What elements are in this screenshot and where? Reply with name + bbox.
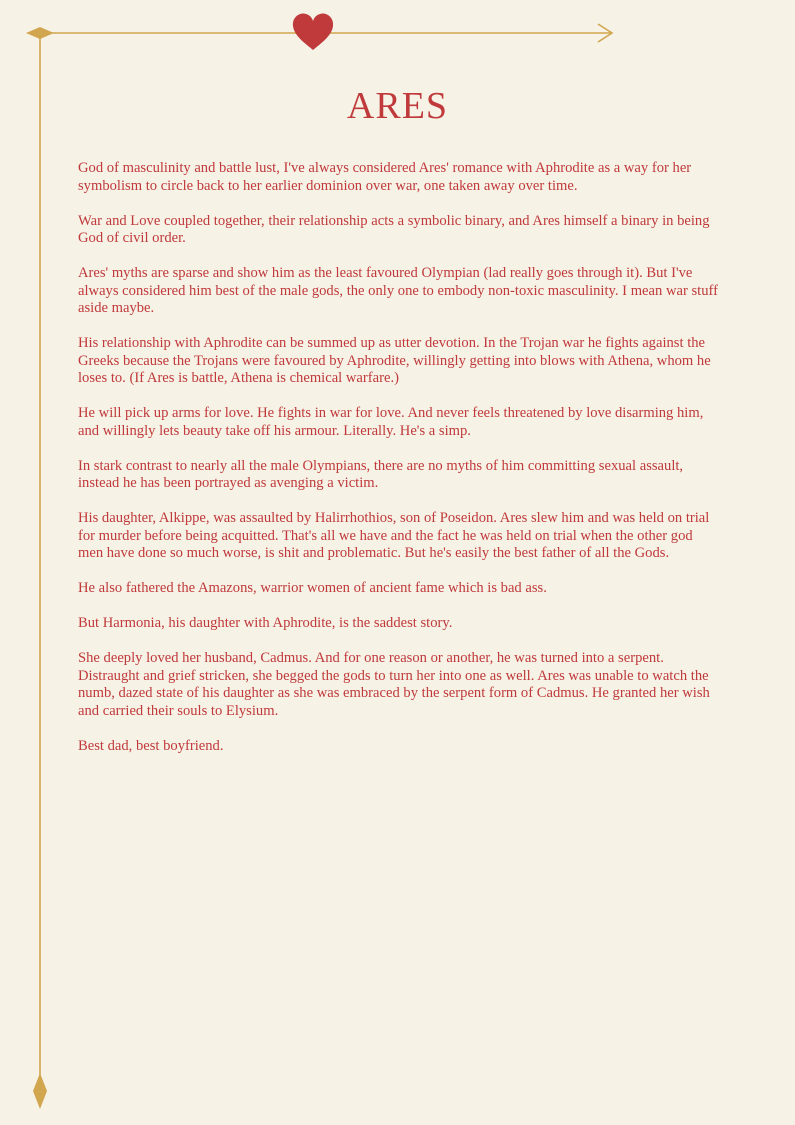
paragraph: Ares' myths are sparse and show him as the least favoured Olympian (lad really goes through it). But I've always considered him best of the male gods, the only one to embody non-toxic masculinity. I mean war stuff aside maybe. — [78, 265, 718, 316]
diamond-icon — [33, 1073, 47, 1109]
paragraph: War and Love coupled together, their relationship acts a symbolic binary, and Ares himself a binary in being God of civil order. — [78, 212, 710, 246]
paragraph: He also fathered the Amazons, warrior women of ancient fame which is bad ass. — [78, 580, 547, 596]
paragraph: He will pick up arms for love. He fights in war for love. And never feels threatened by love disarming him, and willingly lets beauty take off his armour. Literally. He's a simp. — [78, 405, 704, 439]
diamond-icon — [26, 27, 54, 39]
paragraph: But Harmonia, his daughter with Aphrodite, is the saddest story. — [78, 615, 453, 631]
paragraph: His daughter, Alkippe, was assaulted by Halirrhothios, son of Poseidon. Ares slew him and was held on trial for murder before being acquitted. That's all we have and the fact he was held on trial when the other god men have done so much worse, is shit and problematic. But he's easily the best father of all the Gods. — [78, 510, 710, 561]
heart-icon — [293, 14, 333, 50]
paragraph: In stark contrast to nearly all the male Olympians, there are no myths of him committing sexual assault, instead he has been portrayed as avenging a victim. — [78, 457, 684, 491]
paragraph: She deeply loved her husband, Cadmus. And for one reason or another, he was turned into a serpent. Distraught and grief stricken, she begged the gods to turn her into one as well. Ares was unable to watch the numb, dazed state of his daughter as she was embraced by the serpent form of Cadmus. He granted her wish and carried their souls to Elysium. — [78, 650, 710, 719]
paragraph: Best dad, best boyfriend. — [78, 737, 224, 754]
paragraph: His relationship with Aphrodite can be summed up as utter devotion. In the Trojan war he fights against the Greeks because the Trojans were favoured by Aphrodite, willingly getting into blows with Athena, whom he loses to. (If Ares is battle, Athena is chemical warfare.) — [78, 335, 711, 386]
body-text — [78, 160, 718, 773]
paragraph: God of masculinity and battle lust, I've always considered Ares' romance with Aphrodite as a way for her symbolism to circle back to her earlier dominion over war, one taken away over time. — [78, 160, 692, 194]
page-title: ARES — [346, 85, 449, 127]
